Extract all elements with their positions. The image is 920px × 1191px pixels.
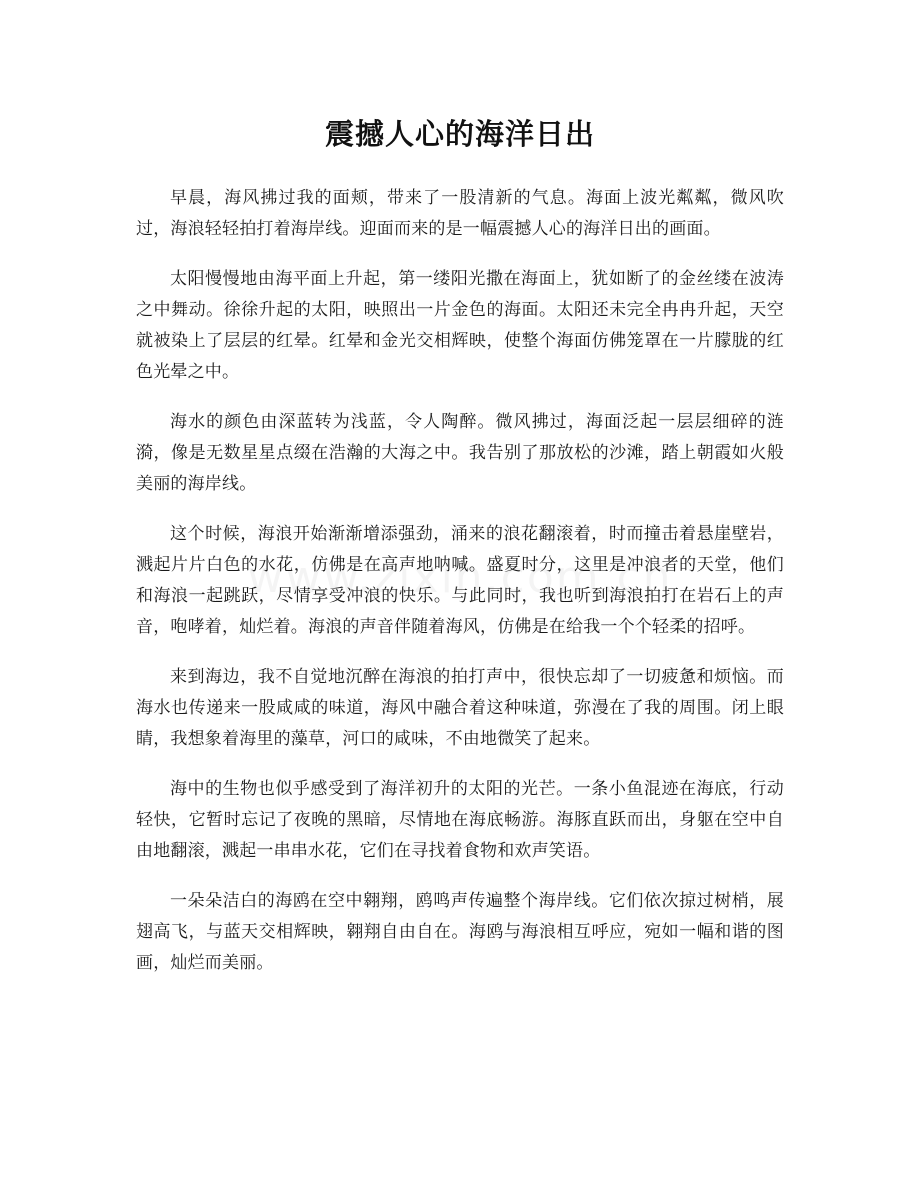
paragraph-7: 一朵朵洁白的海鸥在空中翱翔，鸥鸣声传遍整个海岸线。它们依次掠过树梢，展翅高飞，与蓝天交相辉映，翱翔自由自在。海鸥与海浪相互呼应，宛如一幅和谐的图画，灿烂而美丽。 — [136, 891, 784, 973]
document-body — [136, 183, 784, 979]
document-title: 震撼人心的海洋日出 — [324, 117, 595, 151]
paragraph-3: 海水的颜色由深蓝转为浅蓝，令人陶醉。微风拂过，海面泛起一层层细碎的涟漪，像是无数星星点缀在浩瀚的大海之中。我告别了那放松的沙滩，踏上朝霞如火般美丽的海岸线。 — [136, 412, 784, 494]
paragraph-2: 太阳慢慢地由海平面上升起，第一缕阳光撒在海面上，犹如断了的金丝缕在波涛之中舞动。徐徐升起的太阳，映照出一片金色的海面。太阳还未完全冉冉升起，天空就被染上了层层的红晕。红晕和金光交相辉映，使整个海面仿佛笼罩在一片朦胧的红色光晕之中。 — [136, 269, 784, 382]
paragraph-4: 这个时候，海浪开始渐渐增添强劲，涌来的浪花翻滚着，时而撞击着悬崖壁岩，溅起片片白色的水花，仿佛是在高声地呐喊。盛夏时分，这里是冲浪者的天堂，他们和海浪一起跳跃，尽情享受冲浪的快乐。与此同时，我也听到海浪拍打在岩石上的声音，咆哮着，灿烂着。海浪的声音伴随着海风，仿佛是在给我一个个轻柔的招呼。 — [136, 524, 784, 637]
paragraph-6: 海中的生物也似乎感受到了海洋初升的太阳的光芒。一条小鱼混迹在海底，行动轻快，它暂时忘记了夜晚的黑暗，尽情地在海底畅游。海豚直跃而出，身躯在空中自由地翻滚，溅起一串串水花，它们在寻找着食物和欢声笑语。 — [136, 779, 784, 861]
paragraph-5: 来到海边，我不自觉地沉醉在海浪的拍打声中，很快忘却了一切疲惫和烦恼。而海水也传递来一股咸咸的味道，海风中融合着这种味道，弥漫在了我的周围。闭上眼睛，我想象着海里的藻草，河口的咸味，不由地微笑了起来。 — [136, 667, 784, 749]
paragraph-1: 早晨，海风拂过我的面颊，带来了一股清新的气息。海面上波光粼粼，微风吹过，海浪轻轻拍打着海岸线。迎面而来的是一幅震撼人心的海洋日出的画面。 — [136, 188, 784, 239]
